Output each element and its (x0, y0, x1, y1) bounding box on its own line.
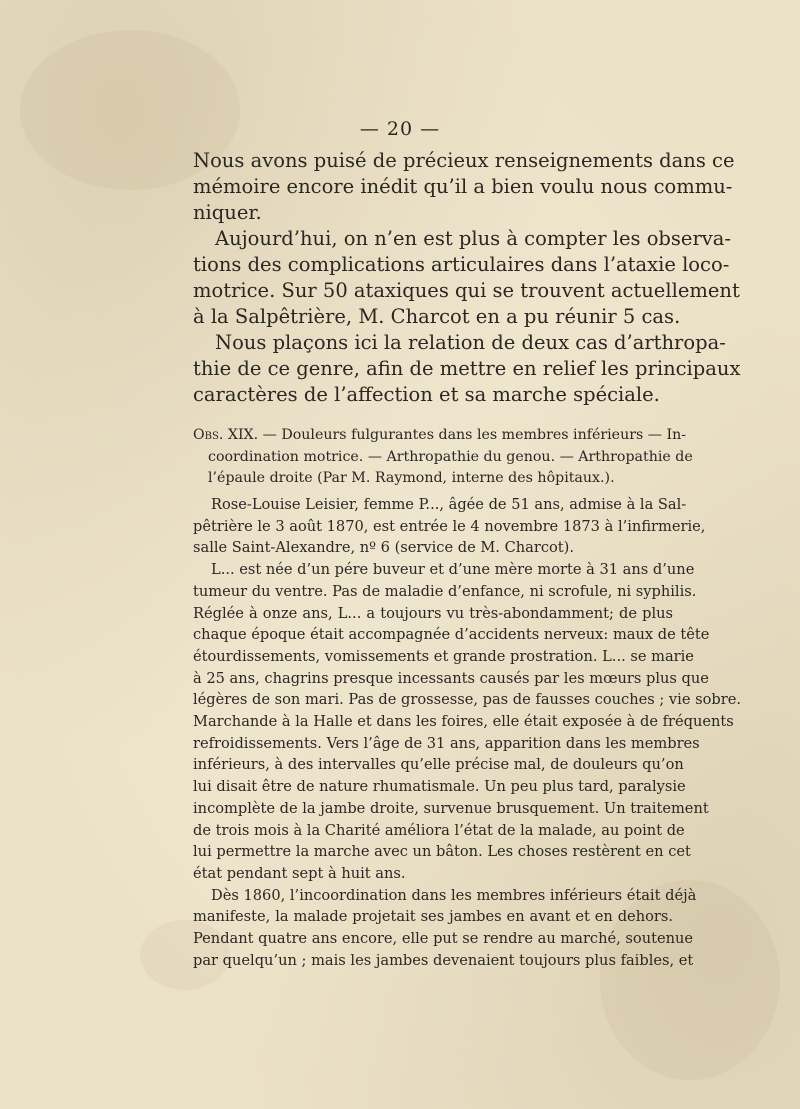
observation-heading (193, 425, 693, 490)
heading-text: — Douleurs fulgurantes dans les membres inférieurs — In- (258, 427, 687, 443)
text-line: à 25 ans, chagrins presque incessants causés par les mœurs plus que (193, 669, 709, 687)
paragraph (193, 226, 740, 330)
heading-line: coordination motrice. — Arthropathie du genou. — Arthropathie de (208, 448, 693, 465)
text-line: Nous avons puisé de précieux renseignements dans ce (193, 149, 735, 172)
text-line: lui disait être de nature rhumatismale. Un peu plus tard, paralysie (193, 778, 686, 796)
text-line: refroidissements. Vers l’âge de 31 ans, apparition dans les membres (193, 734, 700, 752)
text-line: de trois mois à la Charité améliora l’état de la malade, au point de (193, 821, 685, 839)
text-line: inférieurs, à des intervalles qu’elle précise mal, de douleurs qu’on (193, 756, 684, 774)
text-line: légères de son mari. Pas de grossesse, pas de fausses couches ; vie sobre. (193, 691, 741, 709)
text-line: niquer. (193, 201, 262, 224)
paragraph (193, 494, 706, 559)
paragraph (193, 148, 735, 226)
text-line: Pendant quatre ans encore, elle put se rendre au marché, soutenue (193, 930, 694, 948)
text-line: tions des complications articulaires dans l’ataxie loco- (193, 253, 730, 276)
text-line: mémoire encore inédit qu’il a bien voulu nous commu- (193, 175, 733, 198)
text-line: par quelqu’un ; mais les jambes devenaient toujours plus faibles, et (193, 951, 694, 969)
text-line: incomplète de la jambe droite, survenue brusquement. Un traitement (193, 799, 709, 817)
text-line: chaque époque était accompagnée d’accidents nerveux: maux de tête (193, 626, 710, 644)
observation-label: Obs. XIX. (193, 427, 259, 443)
text-line: L... est née d’un pére buveur et d’une mère morte à 31 ans d’une (211, 561, 695, 579)
paragraph (193, 885, 697, 972)
text-line: pêtrière le 3 août 1870, est entrée le 4 novembre 1873 à l’infirmerie, (193, 517, 706, 535)
text-line: salle Saint-Alexandre, nº 6 (service de M. Charcot). (193, 539, 574, 557)
heading-line: l’épaule droite (Par M. Raymond, interne des hôpitaux.). (208, 470, 615, 486)
text-line: thie de ce genre, afin de mettre en relief les principaux (193, 357, 741, 380)
text-line: Réglée à onze ans, L... a toujours vu très-abondamment; de plus (193, 604, 673, 622)
text-line: tumeur du ventre. Pas de maladie d’enfance, ni scrofule, ni syphilis. (193, 582, 697, 600)
text-line: Rose-Louise Leisier, femme P..., âgée de 51 ans, admise à la Sal- (211, 496, 687, 513)
text-line: manifeste, la malade projetait ses jambes en avant et en dehors. (193, 908, 673, 926)
text-line: lui permettre la marche avec un bâton. Les choses restèrent en cet (193, 843, 691, 861)
text-line: Nous plaçons ici la relation de deux cas d’arthropa- (215, 331, 726, 354)
main-text (193, 148, 741, 408)
text-line: à la Salpêtrière, M. Charcot en a pu réunir 5 cas. (193, 305, 681, 328)
text-line: étourdissements, vomissements et grande prostration. L... se marie (193, 647, 694, 665)
page-number: — 20 — (359, 118, 441, 140)
text-line: Dès 1860, l’incoordination dans les membres inférieurs était déjà (211, 886, 697, 904)
heading-line (193, 425, 687, 447)
text-line: motrice. Sur 50 ataxiques qui se trouvent actuellement (193, 279, 740, 302)
text-line: Aujourd’hui, on n’en est plus à compter les observa- (215, 227, 732, 250)
text-line: état pendant sept à huit ans. (193, 864, 406, 882)
observation-body (193, 494, 741, 971)
paragraph (193, 330, 741, 408)
paragraph (193, 559, 741, 885)
text-line: caractères de l’affection et sa marche spéciale. (193, 383, 660, 406)
text-line: Marchande à la Halle et dans les foires, elle était exposée à de fréquents (193, 713, 734, 731)
